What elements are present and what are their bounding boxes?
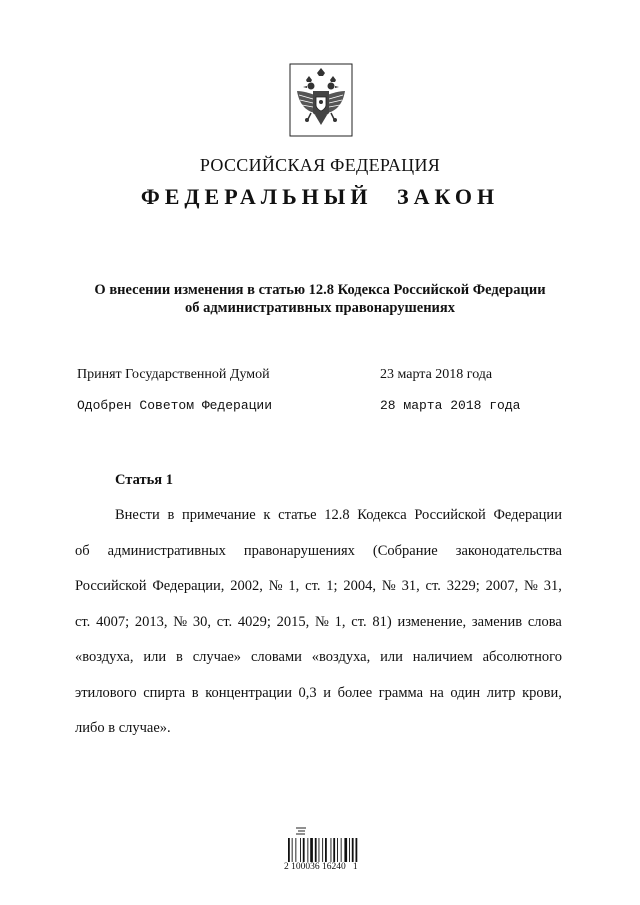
- article-word: 2015,: [276, 613, 310, 630]
- article-word: ст.: [351, 613, 367, 630]
- article-word: один: [450, 684, 481, 701]
- law-title: [0, 281, 640, 317]
- article-line: [75, 646, 562, 682]
- article-word: (Собрание: [372, 542, 438, 559]
- article-word: 3229;: [446, 578, 480, 594]
- article-word: ст.: [216, 613, 233, 630]
- article-word: об: [75, 542, 90, 559]
- article-word: 31,: [543, 578, 562, 594]
- double-headed-eagle-icon: [289, 63, 353, 137]
- article-word: №: [381, 578, 396, 594]
- article-word: 2007,: [485, 578, 519, 594]
- council-approval-label: Одобрен Советом Федерации: [77, 398, 273, 413]
- article-word: спирта: [143, 684, 186, 701]
- article-word: административных: [107, 542, 226, 559]
- article-word: «воздуха,: [75, 649, 134, 665]
- article-word: Российской: [414, 507, 486, 523]
- article-word: литр: [486, 684, 516, 701]
- country-name: РОССИЙСКАЯ ФЕДЕРАЦИЯ: [199, 155, 441, 175]
- barcode-number: 2 100036 16240 1: [284, 862, 358, 872]
- article-word: законодательства: [455, 542, 562, 559]
- article-word: №: [315, 613, 329, 630]
- article-word: 2013,: [134, 613, 168, 630]
- article-word: 4029;: [237, 613, 271, 630]
- article-word: 0,3: [298, 684, 317, 701]
- article-word: Кодекса: [357, 507, 407, 523]
- article-word: Внести: [115, 507, 160, 523]
- article-word: 2002,: [230, 578, 263, 594]
- article-word: Федерации: [493, 507, 562, 523]
- article-line: [75, 504, 562, 540]
- article-word: изменение,: [397, 613, 467, 630]
- article-word: наличием: [412, 649, 473, 665]
- article-word: ст.: [75, 613, 91, 630]
- article-word: случае»: [192, 649, 242, 665]
- article-word: или: [143, 649, 167, 665]
- article-line: [75, 717, 562, 753]
- article-word: Федерации,: [152, 578, 225, 594]
- article-heading: Статья 1: [115, 472, 173, 488]
- article-word: «воздуха,: [311, 649, 371, 665]
- article-word: правонарушениях: [243, 542, 355, 559]
- article-word: ст.: [425, 578, 441, 594]
- law-title-line-2: об административных правонарушениях: [184, 300, 456, 316]
- article-word: 1;: [326, 578, 338, 594]
- article-word: №: [173, 613, 188, 630]
- article-word: концентрации: [205, 684, 292, 701]
- article-word: 1,: [334, 613, 346, 630]
- council-approval-date: 28 марта 2018 года: [380, 398, 521, 413]
- article-word: в: [191, 684, 199, 701]
- article-word: этилового: [75, 684, 137, 701]
- article-word: либо в случае».: [75, 720, 171, 736]
- article-word: 2004,: [343, 578, 377, 594]
- article-line: [75, 575, 562, 611]
- article-word: крови,: [522, 684, 562, 701]
- article-word: более: [337, 684, 373, 701]
- article-word: 12.8: [324, 507, 350, 523]
- article-word: слова: [527, 613, 562, 630]
- article-body: [75, 504, 562, 753]
- article-word: на: [429, 684, 444, 701]
- article-word: 4007;: [96, 613, 130, 630]
- article-word: к: [263, 507, 271, 523]
- article-line: [75, 611, 562, 647]
- article-word: словами: [250, 649, 302, 665]
- barcode-icon: [286, 826, 376, 866]
- article-word: статье: [278, 507, 317, 523]
- article-word: или: [380, 649, 403, 665]
- article-word: 1,: [288, 578, 300, 594]
- article-word: в: [167, 507, 175, 523]
- article-word: 31,: [401, 578, 420, 594]
- article-word: №: [524, 578, 538, 594]
- coat-of-arms-emblem: [289, 63, 353, 137]
- duma-adoption-label: Принят Государственной Думой: [77, 367, 270, 382]
- article-word: 30,: [192, 613, 211, 630]
- law-type-heading: ФЕДЕРАЛЬНЫЙ ЗАКОН: [140, 184, 500, 209]
- article-word: заменив: [471, 613, 523, 630]
- article-word: в: [175, 649, 183, 665]
- article-line: [75, 540, 562, 576]
- article-word: ст.: [305, 578, 321, 594]
- article-word: 81): [372, 613, 392, 630]
- law-title-line-1: О внесении изменения в статью 12.8 Кодекса Российской Федерации: [94, 282, 546, 298]
- article-word: абсолютного: [482, 649, 562, 665]
- article-word: №: [268, 578, 283, 594]
- article-word: грамма: [378, 684, 424, 701]
- article-line: [75, 682, 562, 718]
- article-word: Российской: [75, 578, 147, 594]
- article-word: и: [323, 684, 332, 701]
- duma-adoption-date: 23 марта 2018 года: [380, 367, 493, 382]
- article-word: примечание: [182, 507, 256, 523]
